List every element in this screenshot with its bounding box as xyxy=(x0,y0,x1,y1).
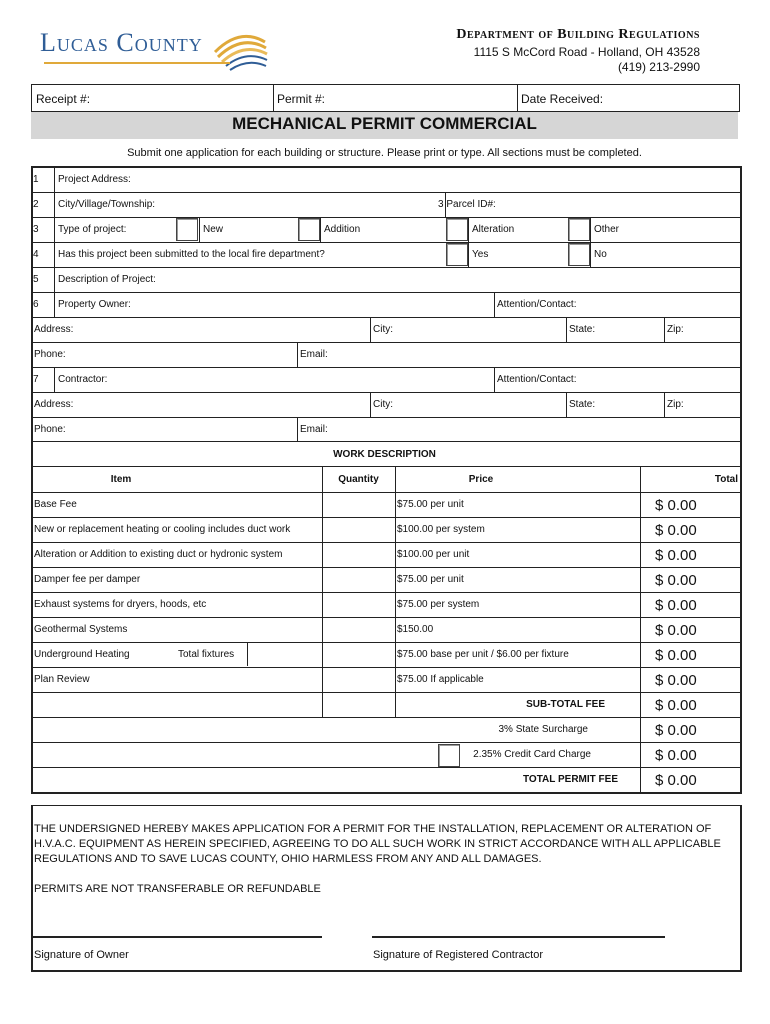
addition-checkbox[interactable] xyxy=(298,218,320,241)
owner-phone-field[interactable]: Phone: xyxy=(34,349,66,360)
section-2-number: 2 xyxy=(33,199,39,210)
department-address: 1115 S McCord Road - Holland, OH 43528 xyxy=(473,45,700,59)
owner-signature-label: Signature of Owner xyxy=(34,949,129,961)
work-description-heading: WORK DESCRIPTION xyxy=(333,449,436,460)
sunrise-logo-icon xyxy=(210,22,270,72)
receipt-field[interactable]: Receipt #: xyxy=(36,92,91,106)
total-value: $ 0.00 xyxy=(655,572,697,589)
contractor-phone-field[interactable]: Phone: xyxy=(34,424,66,435)
price-label: $75.00 per unit xyxy=(397,499,464,510)
page-title: MECHANICAL PERMIT COMMERCIAL xyxy=(232,114,537,133)
alteration-label: Alteration xyxy=(472,224,515,235)
owner-zip-field[interactable]: Zip: xyxy=(667,324,684,335)
alteration-checkbox[interactable] xyxy=(446,218,468,241)
total-value: $ 0.00 xyxy=(655,497,697,514)
price-label: $75.00 per unit xyxy=(397,574,464,585)
parcel-id-field[interactable]: 3 Parcel ID#: xyxy=(438,199,496,210)
contractor-state-field[interactable]: State: xyxy=(569,399,596,410)
addition-label: Addition xyxy=(324,224,361,235)
logo xyxy=(40,22,270,77)
contractor-email-field[interactable]: Email: xyxy=(300,424,328,435)
date-received-field[interactable]: Date Received: xyxy=(521,92,604,106)
contractor-signature-label: Signature of Registered Contractor xyxy=(373,949,543,961)
total-fixtures-label: Total fixtures xyxy=(178,649,235,660)
price-label: $75.00 per system xyxy=(397,599,480,610)
contractor-city-field[interactable]: City: xyxy=(373,399,393,410)
col-price: Price xyxy=(468,474,494,485)
section-1-number: 1 xyxy=(33,174,39,185)
price-label: $150.00 xyxy=(397,624,434,635)
department-name: Department of Building Regulations xyxy=(456,27,700,42)
item-label: Damper fee per damper xyxy=(34,574,141,585)
description-field[interactable]: Description of Project: xyxy=(58,274,156,285)
top-fields-box xyxy=(31,84,740,112)
property-owner-field[interactable]: Property Owner: xyxy=(58,299,131,310)
total-value: $ 0.00 xyxy=(655,622,697,639)
not-transferable-notice: PERMITS ARE NOT TRANSFERABLE OR REFUNDABLE xyxy=(34,883,321,895)
declaration-text: THE UNDERSIGNED HEREBY MAKES APPLICATION FOR A PERMIT FOR THE INSTALLATION, REPLACEMENT OR ALTERATION OF H.V.A.C. EQUIPMENT AS HEREIN SPECIFIED, AGREEING TO DO ALL SUCH WORK IN STRICT ACCORDANCE WITH ALL APPLICABLE REGULATIONS AND TO SAVE LUCAS COUNTY, OHIO HARMLESS FROM ANY AND ALL DAMAGES. xyxy=(34,823,721,865)
contractor-signature-line[interactable] xyxy=(372,936,665,938)
col-quantity: Quantity xyxy=(338,474,379,485)
price-label: $100.00 per unit xyxy=(397,549,470,560)
section-6-number: 6 xyxy=(33,299,39,310)
price-label: $75.00 base per unit / $6.00 per fixture xyxy=(397,649,569,660)
contractor-address-field[interactable]: Address: xyxy=(34,399,74,410)
section-5-number: 5 xyxy=(33,274,39,285)
new-checkbox[interactable] xyxy=(176,218,198,241)
logo-text: Lucas County xyxy=(40,28,203,57)
new-label: New xyxy=(203,224,224,235)
item-label: Alteration or Addition to existing duct or hydronic system xyxy=(34,549,283,560)
section-7-number: 7 xyxy=(33,374,39,385)
owner-address-field[interactable]: Address: xyxy=(34,324,74,335)
item-label: New or replacement heating or cooling includes duct work xyxy=(34,524,291,535)
total-permit-fee-value: $ 0.00 xyxy=(655,772,697,789)
other-checkbox[interactable] xyxy=(568,218,590,241)
section-4-number: 4 xyxy=(33,249,39,260)
col-item: Item xyxy=(110,474,132,485)
total-value: $ 0.00 xyxy=(655,547,697,564)
surcharge-label: 3% State Surcharge xyxy=(498,724,588,735)
surcharge-value: $ 0.00 xyxy=(655,722,697,739)
project-address-field[interactable]: Project Address: xyxy=(58,174,131,185)
item-label: Geothermal Systems xyxy=(34,624,128,635)
type-of-project-label: Type of project: xyxy=(58,224,127,235)
city-village-township-field[interactable]: City/Village/Township: xyxy=(58,199,156,210)
no-checkbox[interactable] xyxy=(568,243,590,266)
item-label: Base Fee xyxy=(34,499,77,510)
department-phone: (419) 213-2990 xyxy=(617,60,700,74)
owner-state-field[interactable]: State: xyxy=(569,324,596,335)
other-label: Other xyxy=(594,224,620,235)
contractor-zip-field[interactable]: Zip: xyxy=(667,399,684,410)
owner-city-field[interactable]: City: xyxy=(373,324,393,335)
total-permit-fee-label: TOTAL PERMIT FEE xyxy=(522,774,618,785)
price-label: $75.00 If applicable xyxy=(397,674,484,685)
total-value: $ 0.00 xyxy=(655,597,697,614)
subtotal-value: $ 0.00 xyxy=(655,697,697,714)
col-total: Total xyxy=(714,474,738,485)
contractor-attention-field[interactable]: Attention/Contact: xyxy=(497,374,577,385)
total-value: $ 0.00 xyxy=(655,647,697,664)
yes-label: Yes xyxy=(472,249,489,260)
total-fixtures-input[interactable] xyxy=(247,642,323,666)
total-value: $ 0.00 xyxy=(655,522,697,539)
quantity-inputs[interactable] xyxy=(323,493,394,691)
owner-signature-line[interactable] xyxy=(33,936,322,938)
section-3-number: 3 xyxy=(33,224,39,235)
credit-card-label: 2.35% Credit Card Charge xyxy=(473,749,591,760)
owner-email-field[interactable]: Email: xyxy=(300,349,328,360)
owner-attention-field[interactable]: Attention/Contact: xyxy=(497,299,577,310)
credit-card-value: $ 0.00 xyxy=(655,747,697,764)
item-label: Underground Heating xyxy=(34,649,130,660)
instructions: Submit one application for each building or structure. Please print or type. All sections must be completed. xyxy=(127,147,642,159)
no-label: No xyxy=(594,249,607,260)
permit-field[interactable]: Permit #: xyxy=(277,92,326,106)
fire-department-question: Has this project been submitted to the local fire department? xyxy=(58,249,325,260)
contractor-field[interactable]: Contractor: xyxy=(58,374,108,385)
item-label: Plan Review xyxy=(34,674,90,685)
total-value: $ 0.00 xyxy=(655,672,697,689)
yes-checkbox[interactable] xyxy=(446,243,468,266)
item-label: Exhaust systems for dryers, hoods, etc xyxy=(34,599,207,610)
price-label: $100.00 per system xyxy=(397,524,485,535)
subtotal-label: SUB-TOTAL FEE xyxy=(526,699,605,710)
